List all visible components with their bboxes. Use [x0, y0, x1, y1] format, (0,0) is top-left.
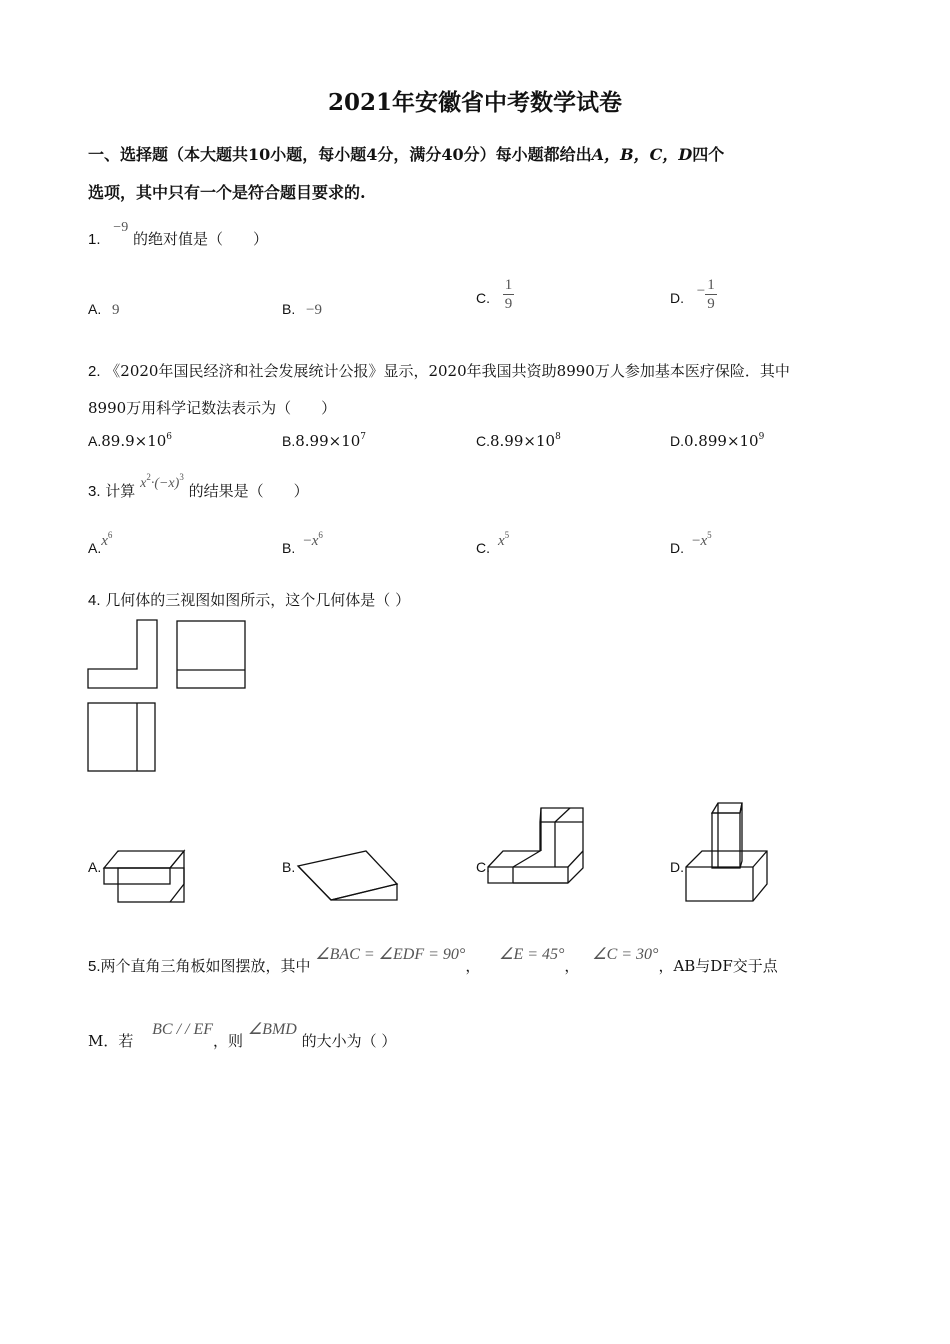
option-label: B.: [282, 540, 296, 556]
option-value: 0.899×10: [684, 432, 759, 450]
option-label: C.: [476, 859, 490, 875]
fraction-denominator: 9: [504, 296, 513, 312]
section-header-end: 四个: [692, 145, 725, 164]
option-label: C.: [476, 540, 490, 556]
question-5-line2-post: 的大小为（ ）: [301, 1032, 397, 1050]
option-label: C.: [476, 433, 490, 449]
option-exponent: 6: [166, 432, 173, 442]
question-5-line2: M．若 BC / / EF，则 ∠BMD 的大小为（ ）: [88, 1021, 397, 1050]
expr-base: x: [140, 476, 147, 491]
question-3-pre: 计算: [105, 482, 136, 500]
q5-condition-angles: ∠BAC = ∠EDF = 90°: [315, 946, 466, 963]
expr-exponent: 3: [179, 472, 184, 482]
question-4-text: 几何体的三视图如图所示，这个几何体是（ ）: [105, 591, 411, 609]
option-value: 89.9×10: [101, 432, 167, 450]
option-value: 8.99×10: [295, 432, 361, 450]
option-label: B.: [282, 433, 296, 449]
section-header-line2: 选项，其中只有一个是符合题目要求的.: [88, 183, 366, 202]
question-5-line2-pre: M．若: [88, 1032, 134, 1050]
q5-condition-e: ∠E = 45°: [499, 946, 565, 963]
option-label: C.: [476, 289, 490, 306]
option-value: 8.99×10: [490, 432, 556, 450]
question-5-post: ，AB与DF交于点: [658, 957, 778, 975]
option-exponent: 6: [107, 530, 113, 540]
option-variable: x: [101, 533, 108, 549]
fraction-numerator: 1: [504, 277, 513, 293]
option-value: −9: [306, 302, 322, 318]
option-sign: −: [696, 282, 706, 299]
option-value: 9: [112, 302, 120, 318]
option-b-wedge: [298, 851, 397, 900]
question-1-expression: −9: [113, 220, 129, 235]
option-exponent: 9: [758, 432, 765, 442]
option-c-l-solid: [488, 808, 583, 883]
option-variable: x: [311, 533, 319, 549]
question-number: 4.: [88, 592, 101, 609]
option-exponent: 6: [318, 530, 323, 540]
question-1-text: 的绝对值是（ ）: [132, 230, 268, 248]
fraction-numerator: 1: [707, 277, 715, 293]
option-label: A.: [88, 859, 102, 875]
option-label: B.: [282, 859, 296, 875]
option-a-flat-box: [104, 851, 184, 902]
q5-condition-parallel: BC / / EF: [152, 1021, 214, 1038]
question-number: 2.: [88, 363, 101, 380]
question-2-line2: 8990万用科学记数法表示为（ ）: [88, 399, 337, 417]
option-label: A.: [88, 540, 102, 556]
fraction-denominator: 9: [707, 296, 715, 312]
q3-option-d[interactable]: D. $-x^5$: [670, 530, 712, 556]
option-exponent: 5: [707, 530, 712, 540]
option-d-tower-solid: [686, 803, 767, 901]
option-label: B.: [282, 301, 296, 317]
option-variable: x: [700, 533, 708, 549]
option-exponent: 5: [504, 530, 510, 540]
question-number: 5.: [88, 958, 101, 975]
question-5: 5.两个直角三角板如图摆放，其中 ∠BAC = ∠EDF = 90°， ∠E = 45°， ∠C = 30°，AB与DF交于点: [88, 946, 778, 975]
question-5-pre: 两个直角三角板如图摆放，其中: [100, 957, 311, 975]
option-label: D.: [670, 540, 684, 556]
question-2-text: 《2020年国民经济和社会发展统计公报》显示，2020年我国共资助8990万人参加基本医疗保险．其中: [105, 362, 790, 380]
section-header-text: 一、选择题（本大题共10小题，每小题4分，满分40分）每小题都给出: [88, 145, 592, 164]
option-label: D.: [670, 433, 684, 449]
option-variable: x: [498, 533, 505, 549]
option-label: D.: [670, 289, 684, 306]
question-number: 1.: [88, 231, 101, 248]
question-number: 3.: [88, 483, 101, 500]
option-label: A.: [88, 301, 102, 317]
question-3-post: 的结果是（ ）: [188, 482, 309, 500]
section-option-letters: A，B，C，D: [591, 145, 693, 164]
q5-angle-bmd: ∠BMD: [247, 1021, 297, 1038]
option-exponent: 8: [555, 432, 561, 442]
option-label: A.: [88, 433, 102, 449]
option-exponent: 7: [360, 432, 367, 442]
q3-option-b[interactable]: B. $-x^6$: [282, 530, 323, 556]
expr-factor: ·(−x): [150, 476, 180, 491]
page-title: 2021年安徽省中考数学试卷: [327, 89, 622, 116]
q5-condition-c: ∠C = 30°: [592, 946, 659, 963]
option-label: D.: [670, 859, 684, 875]
expr-exponent: 2: [146, 472, 151, 482]
